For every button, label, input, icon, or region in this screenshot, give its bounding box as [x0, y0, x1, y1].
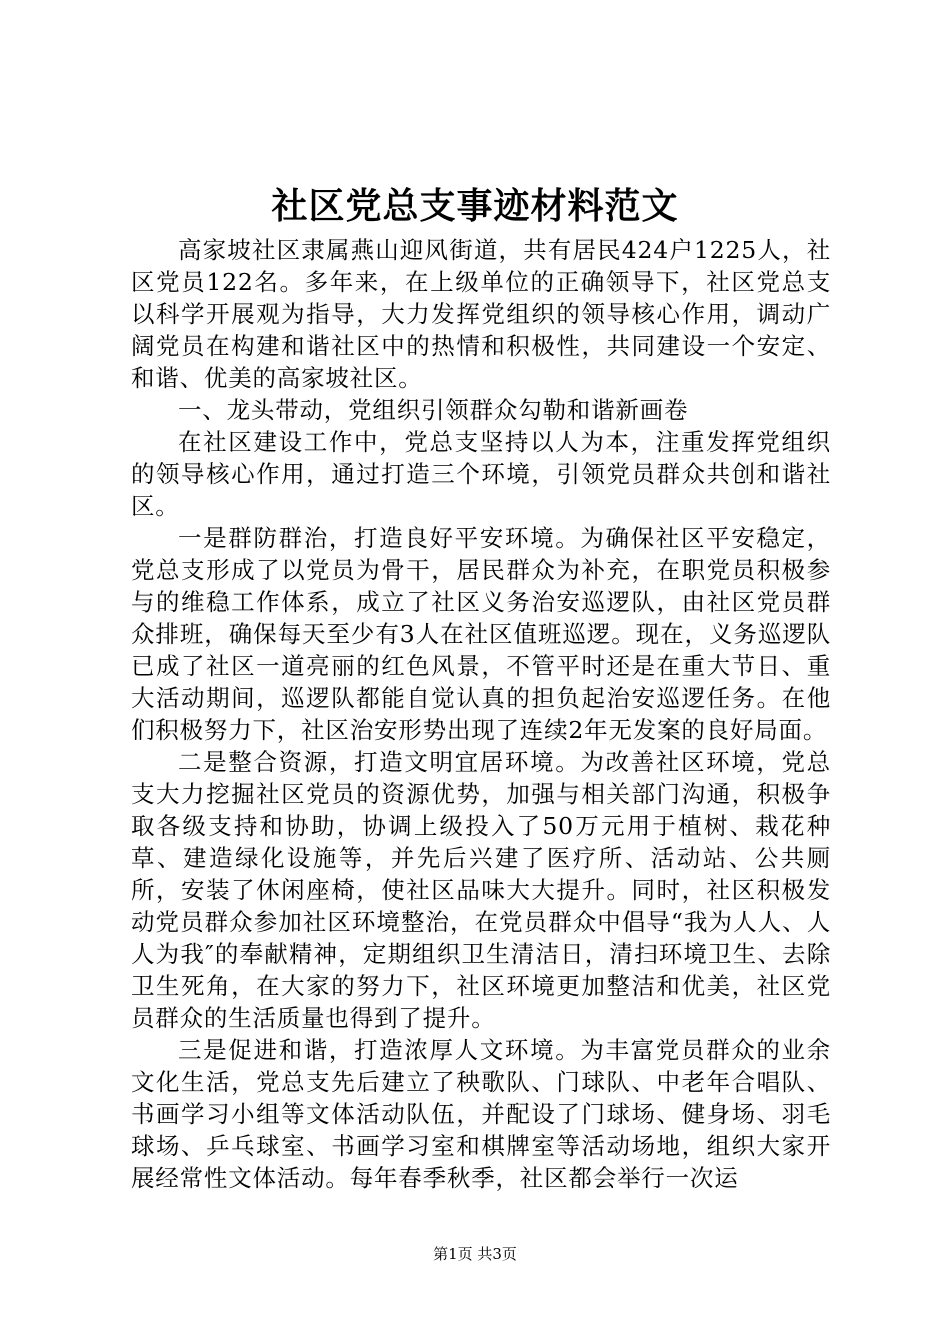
document-body	[131, 234, 831, 1194]
paragraph-culture: 三是促进和谐，打造浓厚人文环境。为丰富党员群众的业余文化生活，党总支先后建立了秧歌队、门球队、中老年合唱队、书画学习小组等文体活动队伍，并配设了门球场、健身场、羽毛球场、乒乓球室、书画学习室和棋牌室等活动场地，组织大家开展经常性文体活动。每年春季秋季，社区都会举行一次运	[131, 1036, 831, 1192]
paragraph-security: 一是群防群治，打造良好平安环境。为确保社区平安稳定，党总支形成了以党员为骨干，居民群众为补充，在职党员积极参与的维稳工作体系，成立了社区义务治安巡逻队，由社区党员群众排班，确保每天至少有3人在社区值班巡逻。现在，义务巡逻队已成了社区一道亮丽的红色风景，不管平时还是在重大节日、重大活动期间，巡逻队都能自觉认真的担负起治安巡逻任务。在他们积极努力下，社区治安形势出现了连续2年无发案的良好局面。	[131, 524, 831, 744]
paragraph-section-intro: 在社区建设工作中，党总支坚持以人为本，注重发挥党组织的领导核心作用，通过打造三个环境，引领党员群众共创和谐社区。	[131, 428, 831, 520]
paragraph-environment: 二是整合资源，打造文明宜居环境。为改善社区环境，党总支大力挖掘社区党员的资源优势，加强与相关部门沟通，积极争取各级支持和协助，协调上级投入了50万元用于植树、栽花种草、建造绿化设施等，并先后兴建了医疗所、活动站、公共厕所，安装了休闲座椅，使社区品味大大提升。同时，社区积极发动党员群众参加社区环境整治，在党员群众中倡导“我为人人、人人为我″的奉献精神，定期组织卫生清洁日，清扫环境卫生、去除卫生死角，在大家的努力下，社区环境更加整洁和优美，社区党员群众的生活质量也得到了提升。	[131, 748, 831, 1032]
paragraph-intro: 高家坡社区隶属燕山迎风街道，共有居民424户1225人，社区党员122名。多年来，在上级单位的正确领导下，社区党总支以科学开展观为指导，大力发挥党组织的领导核心作用，调动广阔党员在构建和谐社区中的热情和积极性，共同建设一个安定、和谐、优美的高家坡社区。	[131, 236, 831, 392]
page-number: 第1页 共3页	[433, 1245, 517, 1263]
document-title: 社区党总支事迹材料范文	[271, 185, 679, 227]
section-heading-1: 一、龙头带动，党组织引领群众勾勒和谐新画卷	[178, 396, 689, 424]
